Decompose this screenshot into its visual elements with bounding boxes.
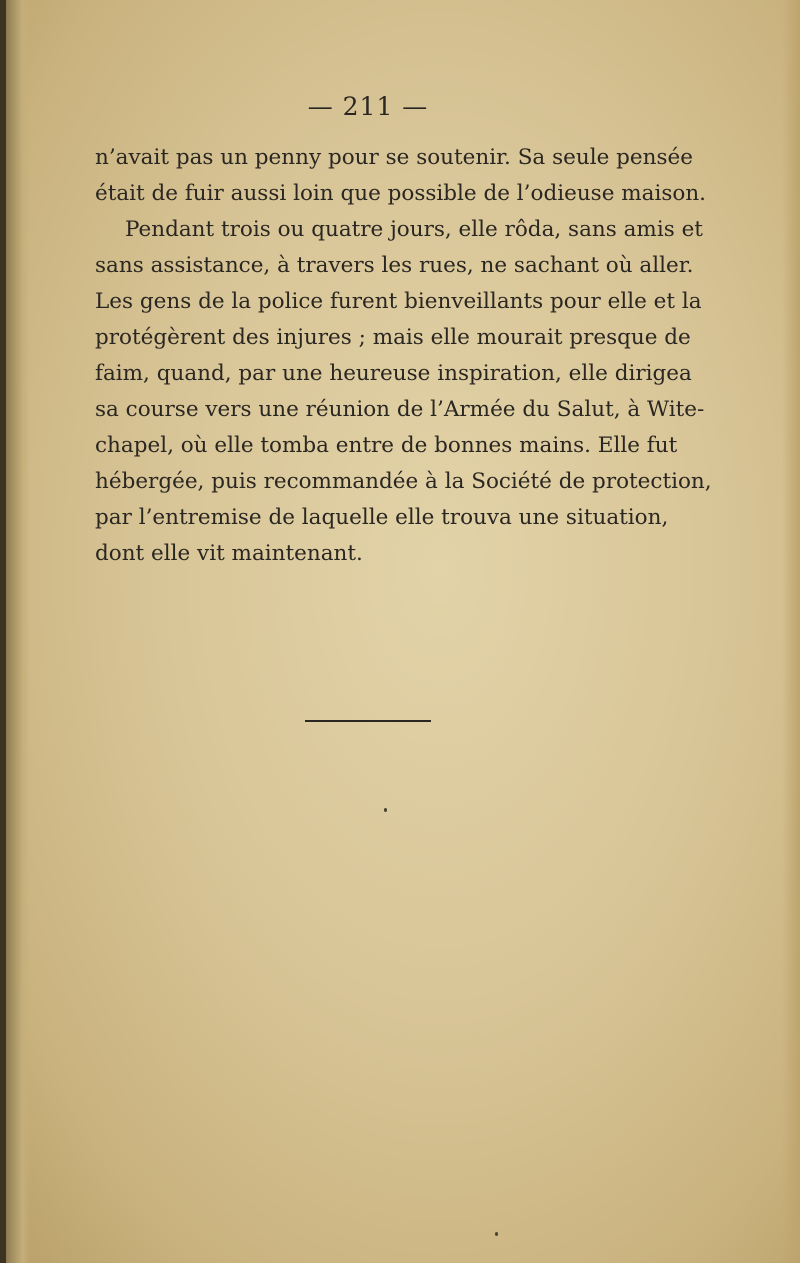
text-line: chapel, où elle tomba entre de bonnes mains. Elle fut [95,433,678,458]
text-line: faim, quand, par une heureuse inspiration, elle dirigea [95,361,692,386]
text-line: par l’entremise de laquelle elle trouva une situation, [95,505,669,530]
paper-speck [384,808,387,812]
text-line: était de fuir aussi loin que possible de l’odieuse maison. [95,181,706,206]
text-line: n’avait pas un penny pour se soutenir. Sa seule pensée [95,145,693,170]
text-line: sa course vers une réunion de l’Armée du Salut, à Wite- [95,397,705,422]
page-edge-shadow [782,0,800,1263]
text-line: protégèrent des injures ; mais elle mourait presque de [95,325,691,350]
text-line: Les gens de la police furent bienveillants pour elle et la [95,289,702,314]
page-number: — 211 — [307,92,429,121]
paper-speck [495,1232,498,1236]
book-binding-edge [0,0,6,1263]
paragraph-start-line: Pendant trois ou quatre jours, elle rôda, sans amis et [125,217,703,242]
text-line: hébergée, puis recommandée à la Société de protection, [95,469,712,494]
paragraph-end-line: dont elle vit maintenant. [95,541,363,566]
body-text [95,140,712,572]
text-line: sans assistance, à travers les rues, ne sachant où aller. [95,253,694,278]
end-of-chapter-rule [305,720,431,722]
